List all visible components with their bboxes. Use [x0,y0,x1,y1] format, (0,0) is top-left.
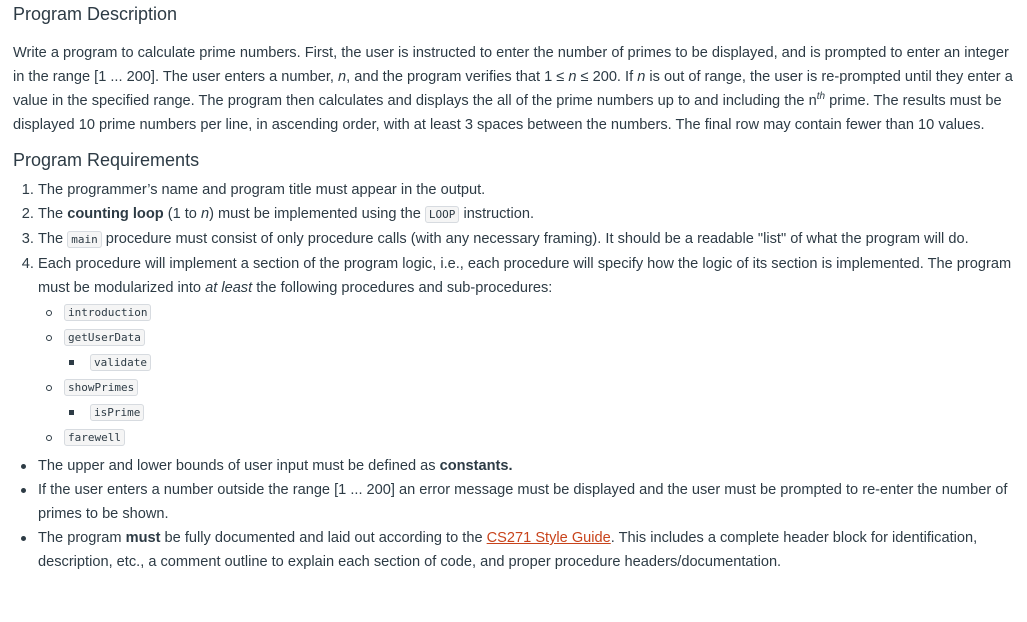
req-text: instruction. [459,206,535,222]
req-text: the following procedures and sub-procedures: [252,280,553,296]
procedure-item [42,325,1014,375]
var-n: n [200,206,210,222]
requirement-item [38,202,1014,227]
procedure-item [42,300,1014,325]
req-text: (1 to [163,206,201,222]
desc-text: , and the program verifies that 1 ≤ [346,69,569,85]
req-text: The [38,206,68,222]
bullet-text: The program [38,530,126,546]
requirement-item [38,252,1014,450]
code-getuserdata: getUserData [64,329,145,346]
bullet-text: The upper and lower bounds of user input must be defined as [38,458,440,474]
req-text: ) must be implemented using the [209,206,425,222]
desc-text: prime. The results must be displayed 10 prime numbers per line, in ascending order, with at least 3 spaces between the numbers. The final row may contain fewer than 10 values. [13,93,1002,133]
procedure-list [38,300,1014,450]
additional-requirements-list [13,454,1014,574]
bullet-text: be fully documented and laid out according to the [160,530,487,546]
bullet-item [38,478,1014,526]
bullet-item [38,526,1014,574]
bullet-bold: must [125,530,161,546]
req-text: The programmer’s name and program title must appear in the output. [38,182,486,198]
procedure-item [42,425,1014,450]
requirement-item [38,178,1014,202]
req-text: Each procedure will implement a section of the program logic, i.e., each procedure will specify how the logic of its section is implemented. The program must be modularized into [38,256,1012,296]
var-n: n [637,69,646,85]
desc-text: ≤ 200. If [576,69,638,85]
program-description-heading: Program Description [13,4,178,24]
var-n: n [568,69,577,85]
req-bold: counting loop [67,206,164,222]
req-italic: at least [205,280,253,296]
var-n: n [338,69,347,85]
bullet-text: If the user enters a number outside the range [1 ... 200] an error message must be displayed and the user must be prompted to re-enter the number of primes to be shown. [38,482,1008,522]
desc-text: Write a program to calculate prime numbers. First, the user is instructed to enter the number of primes to be displayed, and is prompted to enter an integer in the range [1 ... 200]. The user enters a number, [13,45,1009,85]
sub-procedure-list [64,400,1014,425]
superscript-th: th [816,91,826,103]
procedure-item [42,375,1014,425]
sub-procedure-item [64,350,1014,375]
sub-procedure-item [64,400,1014,425]
program-description-paragraph [13,41,1014,137]
code-introduction: introduction [64,304,151,321]
requirements-list [13,178,1014,450]
bullet-text: . This includes a complete header block for identification, description, etc., a comment outline to explain each section of code, and proper procedure headers/documentation. [38,530,978,570]
code-validate: validate [90,354,151,371]
code-loop: LOOP [425,206,460,223]
code-showprimes: showPrimes [64,379,138,396]
desc-text: is out of range, the user is re-prompted until they enter a value in the specified range. The program then calculates and displays the all of the prime numbers up to and including the n [13,69,1013,109]
req-text: The [38,231,68,247]
sub-procedure-list [64,350,1014,375]
style-guide-link[interactable]: CS271 Style Guide [486,530,611,546]
bullet-item [38,454,1014,478]
code-farewell: farewell [64,429,125,446]
code-isprime: isPrime [90,404,144,421]
req-text: procedure must consist of only procedure calls (with any necessary framing). It should be a readable "list" of what the program will do. [101,231,969,247]
program-requirements-heading: Program Requirements [13,150,200,170]
code-main: main [67,231,102,248]
requirement-item [38,227,1014,252]
bullet-bold: constants. [439,458,513,474]
